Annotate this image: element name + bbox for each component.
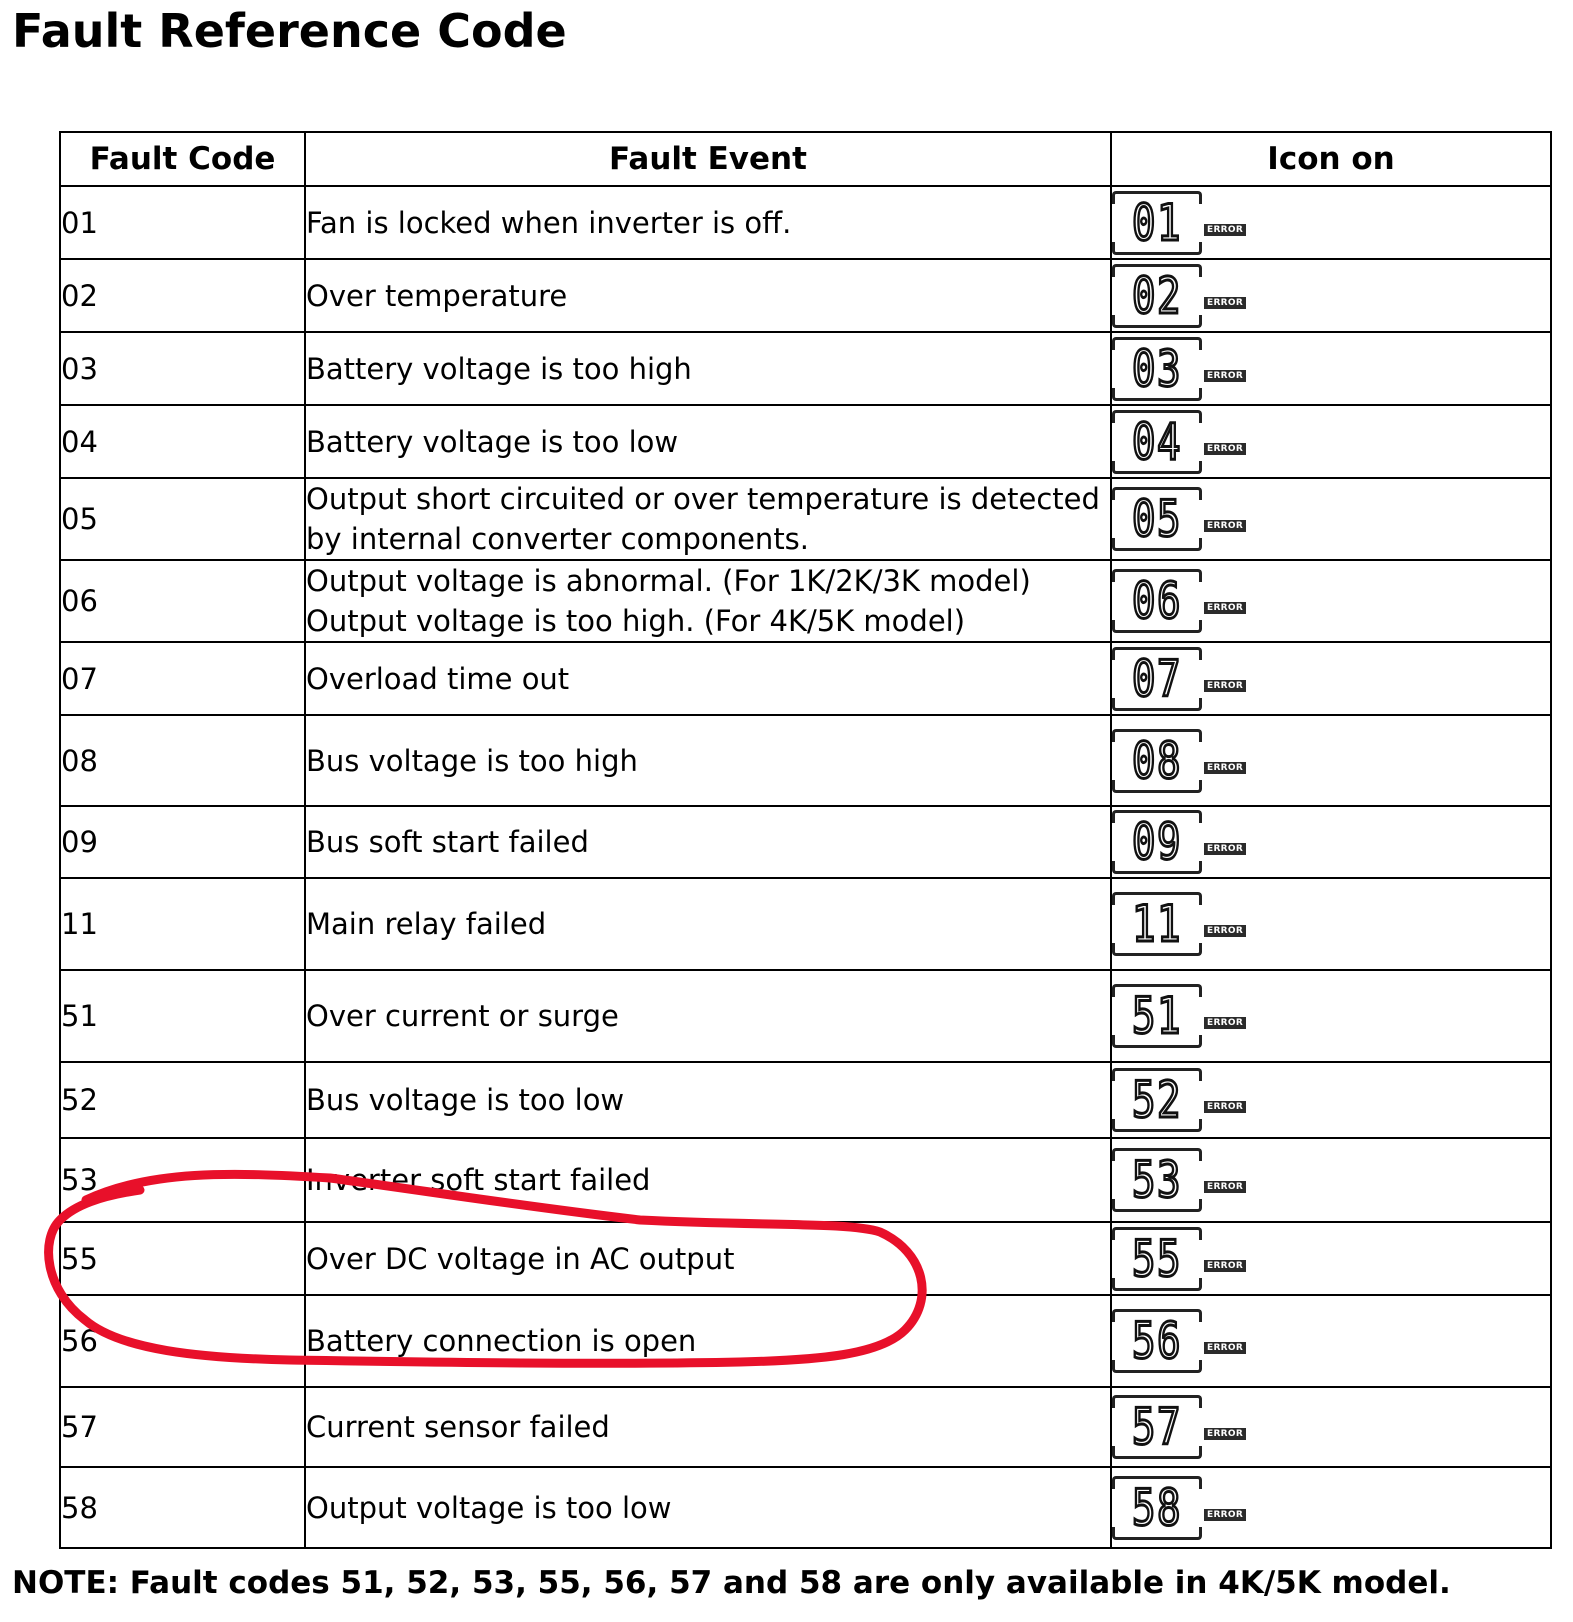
error-badge: ERROR <box>1204 1342 1246 1354</box>
fault-event-cell <box>305 878 1111 970</box>
lcd-digits: 05 <box>1131 490 1183 548</box>
error-badge: ERROR <box>1204 1181 1246 1193</box>
fault-event-cell <box>305 259 1111 332</box>
lcd-fault-icon <box>1112 408 1550 476</box>
lcd-fault-icon <box>1112 645 1550 713</box>
fault-code-cell: 07 <box>60 642 305 715</box>
error-badge: ERROR <box>1204 680 1246 692</box>
lcd-frame-icon <box>1112 1476 1202 1540</box>
fault-code-cell: 58 <box>60 1467 305 1548</box>
fault-event-line: Battery connection is open <box>306 1324 697 1358</box>
lcd-fault-icon <box>1112 1307 1550 1375</box>
table-row <box>60 1387 1551 1467</box>
fault-event-line: Output voltage is abnormal. (For 1K/2K/3K model) <box>306 564 1031 598</box>
lcd-fault-icon <box>1112 727 1550 795</box>
fault-code-cell: 02 <box>60 259 305 332</box>
error-badge: ERROR <box>1204 1509 1246 1521</box>
lcd-digits: 57 <box>1131 1398 1183 1456</box>
table-row <box>60 1295 1551 1387</box>
table-row <box>60 1062 1551 1138</box>
error-badge: ERROR <box>1204 443 1246 455</box>
fault-code-cell: 04 <box>60 405 305 478</box>
table-row <box>60 1222 1551 1295</box>
fault-code-table <box>59 131 1552 1549</box>
fault-event-line: Over temperature <box>306 278 568 313</box>
table-row <box>60 642 1551 715</box>
fault-code-cell: 01 <box>60 186 305 259</box>
fault-code-cell: 05 <box>60 478 305 560</box>
lcd-digits: 52 <box>1131 1071 1183 1129</box>
lcd-fault-icon <box>1112 1474 1550 1542</box>
icon-cell <box>1111 186 1551 259</box>
icon-cell <box>1111 1062 1551 1138</box>
lcd-digits: 11 <box>1131 895 1183 953</box>
lcd-fault-icon <box>1112 567 1550 635</box>
table-header-row <box>60 132 1551 186</box>
icon-cell <box>1111 478 1551 560</box>
lcd-frame-icon <box>1112 810 1202 874</box>
lcd-fault-icon <box>1112 1066 1550 1134</box>
lcd-fault-icon <box>1112 808 1550 876</box>
icon-cell <box>1111 715 1551 806</box>
table-row <box>60 405 1551 478</box>
fault-code-cell: 11 <box>60 878 305 970</box>
table-row <box>60 806 1551 878</box>
error-badge: ERROR <box>1204 370 1246 382</box>
lcd-frame-icon <box>1112 892 1202 956</box>
fault-event-cell <box>305 1138 1111 1222</box>
lcd-frame-icon <box>1112 1148 1202 1212</box>
lcd-frame-icon <box>1112 569 1202 633</box>
fault-event-line: Overload time out <box>306 661 570 696</box>
header-icon-on: Icon on <box>1111 132 1551 186</box>
lcd-digits: 08 <box>1131 731 1183 790</box>
icon-cell <box>1111 1295 1551 1387</box>
lcd-frame-icon <box>1112 1395 1202 1459</box>
note-text: NOTE: Fault codes 51, 52, 53, 55, 56, 57 and 58 are only available in 4K/5K model. <box>12 1565 1451 1601</box>
lcd-fault-icon <box>1112 1146 1550 1214</box>
lcd-frame-icon <box>1112 729 1202 793</box>
lcd-fault-icon <box>1112 189 1550 257</box>
fault-rows <box>60 186 1551 1548</box>
error-badge: ERROR <box>1204 1101 1246 1113</box>
table-row <box>60 970 1551 1062</box>
fault-event-cell <box>305 642 1111 715</box>
table-row <box>60 715 1551 806</box>
fault-event-line: Fan is locked when inverter is off. <box>306 205 792 240</box>
error-badge: ERROR <box>1204 297 1246 309</box>
icon-cell <box>1111 1222 1551 1295</box>
fault-code-cell: 09 <box>60 806 305 878</box>
error-badge: ERROR <box>1204 602 1246 614</box>
icon-cell <box>1111 560 1551 642</box>
icon-cell <box>1111 332 1551 405</box>
fault-code-cell: 56 <box>60 1295 305 1387</box>
fault-event-cell <box>305 186 1111 259</box>
icon-cell <box>1111 878 1551 970</box>
table-row <box>60 878 1551 970</box>
error-badge: ERROR <box>1204 224 1246 236</box>
lcd-digits: 51 <box>1131 987 1183 1045</box>
fault-code-cell: 08 <box>60 715 305 806</box>
icon-cell <box>1111 970 1551 1062</box>
lcd-digits: 04 <box>1131 412 1183 471</box>
lcd-digits: 58 <box>1131 1478 1183 1537</box>
lcd-frame-icon <box>1112 337 1202 401</box>
lcd-fault-icon <box>1112 982 1550 1050</box>
lcd-digits: 53 <box>1131 1151 1183 1209</box>
lcd-frame-icon <box>1112 1309 1202 1373</box>
fault-event-cell <box>305 478 1111 560</box>
lcd-digits: 56 <box>1131 1312 1183 1370</box>
table-row <box>60 186 1551 259</box>
table-row <box>60 478 1551 560</box>
lcd-fault-icon <box>1112 485 1550 553</box>
fault-event-line: Battery voltage is too low <box>306 424 679 459</box>
fault-code-cell: 51 <box>60 970 305 1062</box>
icon-cell <box>1111 1467 1551 1548</box>
lcd-fault-icon <box>1112 262 1550 330</box>
icon-cell <box>1111 806 1551 878</box>
fault-event-cell <box>305 332 1111 405</box>
lcd-frame-icon <box>1112 647 1202 711</box>
fault-code-cell: 06 <box>60 560 305 642</box>
icon-cell <box>1111 259 1551 332</box>
fault-event-cell <box>305 560 1111 642</box>
fault-event-cell <box>305 1062 1111 1138</box>
header-fault-event: Fault Event <box>305 132 1111 186</box>
icon-cell <box>1111 405 1551 478</box>
fault-event-line: Main relay failed <box>306 907 547 941</box>
fault-event-line: Inverter soft start failed <box>306 1163 651 1197</box>
fault-event-line: Bus voltage is too high <box>306 743 638 778</box>
fault-event-cell <box>305 1222 1111 1295</box>
fault-code-cell: 53 <box>60 1138 305 1222</box>
page-title: Fault Reference Code <box>12 4 567 58</box>
lcd-frame-icon <box>1112 410 1202 474</box>
fault-event-line: Bus voltage is too low <box>306 1083 625 1117</box>
table-row <box>60 259 1551 332</box>
lcd-digits: 06 <box>1131 572 1183 630</box>
header-fault-code: Fault Code <box>60 132 305 186</box>
table-row <box>60 1138 1551 1222</box>
fault-event-line: Bus soft start failed <box>306 825 589 859</box>
error-badge: ERROR <box>1204 843 1246 855</box>
error-badge: ERROR <box>1204 1260 1246 1272</box>
lcd-frame-icon <box>1112 984 1202 1048</box>
error-badge: ERROR <box>1204 925 1246 937</box>
lcd-frame-icon <box>1112 487 1202 551</box>
fault-event-line: Over DC voltage in AC output <box>306 1241 735 1276</box>
fault-event-line: by internal converter components. <box>306 522 810 556</box>
error-badge: ERROR <box>1204 762 1246 774</box>
fault-code-cell: 52 <box>60 1062 305 1138</box>
fault-event-line: Current sensor failed <box>306 1410 610 1444</box>
fault-event-cell <box>305 970 1111 1062</box>
fault-event-line: Output voltage is too low <box>306 1490 672 1525</box>
icon-cell <box>1111 642 1551 715</box>
fault-code-cell: 03 <box>60 332 305 405</box>
error-badge: ERROR <box>1204 1428 1246 1440</box>
fault-event-line: Output short circuited or over temperature is detected <box>306 482 1100 516</box>
icon-cell <box>1111 1138 1551 1222</box>
error-badge: ERROR <box>1204 1017 1246 1029</box>
lcd-digits: 55 <box>1131 1229 1183 1288</box>
icon-cell <box>1111 1387 1551 1467</box>
table-row <box>60 560 1551 642</box>
fault-code-cell: 57 <box>60 1387 305 1467</box>
lcd-fault-icon <box>1112 1393 1550 1461</box>
table-row <box>60 332 1551 405</box>
fault-event-cell <box>305 1295 1111 1387</box>
fault-event-line: Battery voltage is too high <box>306 351 692 386</box>
table-row <box>60 1467 1551 1548</box>
lcd-digits: 03 <box>1131 339 1183 398</box>
fault-event-cell <box>305 1387 1111 1467</box>
fault-event-cell <box>305 1467 1111 1548</box>
lcd-frame-icon <box>1112 1068 1202 1132</box>
lcd-digits: 02 <box>1131 266 1183 325</box>
fault-code-cell: 55 <box>60 1222 305 1295</box>
lcd-digits: 01 <box>1131 193 1183 252</box>
fault-event-cell <box>305 715 1111 806</box>
error-badge: ERROR <box>1204 520 1246 532</box>
fault-event-line: Over current or surge <box>306 999 619 1033</box>
lcd-frame-icon <box>1112 264 1202 328</box>
fault-event-cell <box>305 806 1111 878</box>
lcd-frame-icon <box>1112 1227 1202 1291</box>
fault-event-line: Output voltage is too high. (For 4K/5K model) <box>306 604 966 638</box>
lcd-digits: 07 <box>1131 649 1183 708</box>
lcd-fault-icon <box>1112 1225 1550 1293</box>
lcd-fault-icon <box>1112 890 1550 958</box>
lcd-frame-icon <box>1112 191 1202 255</box>
lcd-digits: 09 <box>1131 813 1183 871</box>
fault-event-cell <box>305 405 1111 478</box>
lcd-fault-icon <box>1112 335 1550 403</box>
